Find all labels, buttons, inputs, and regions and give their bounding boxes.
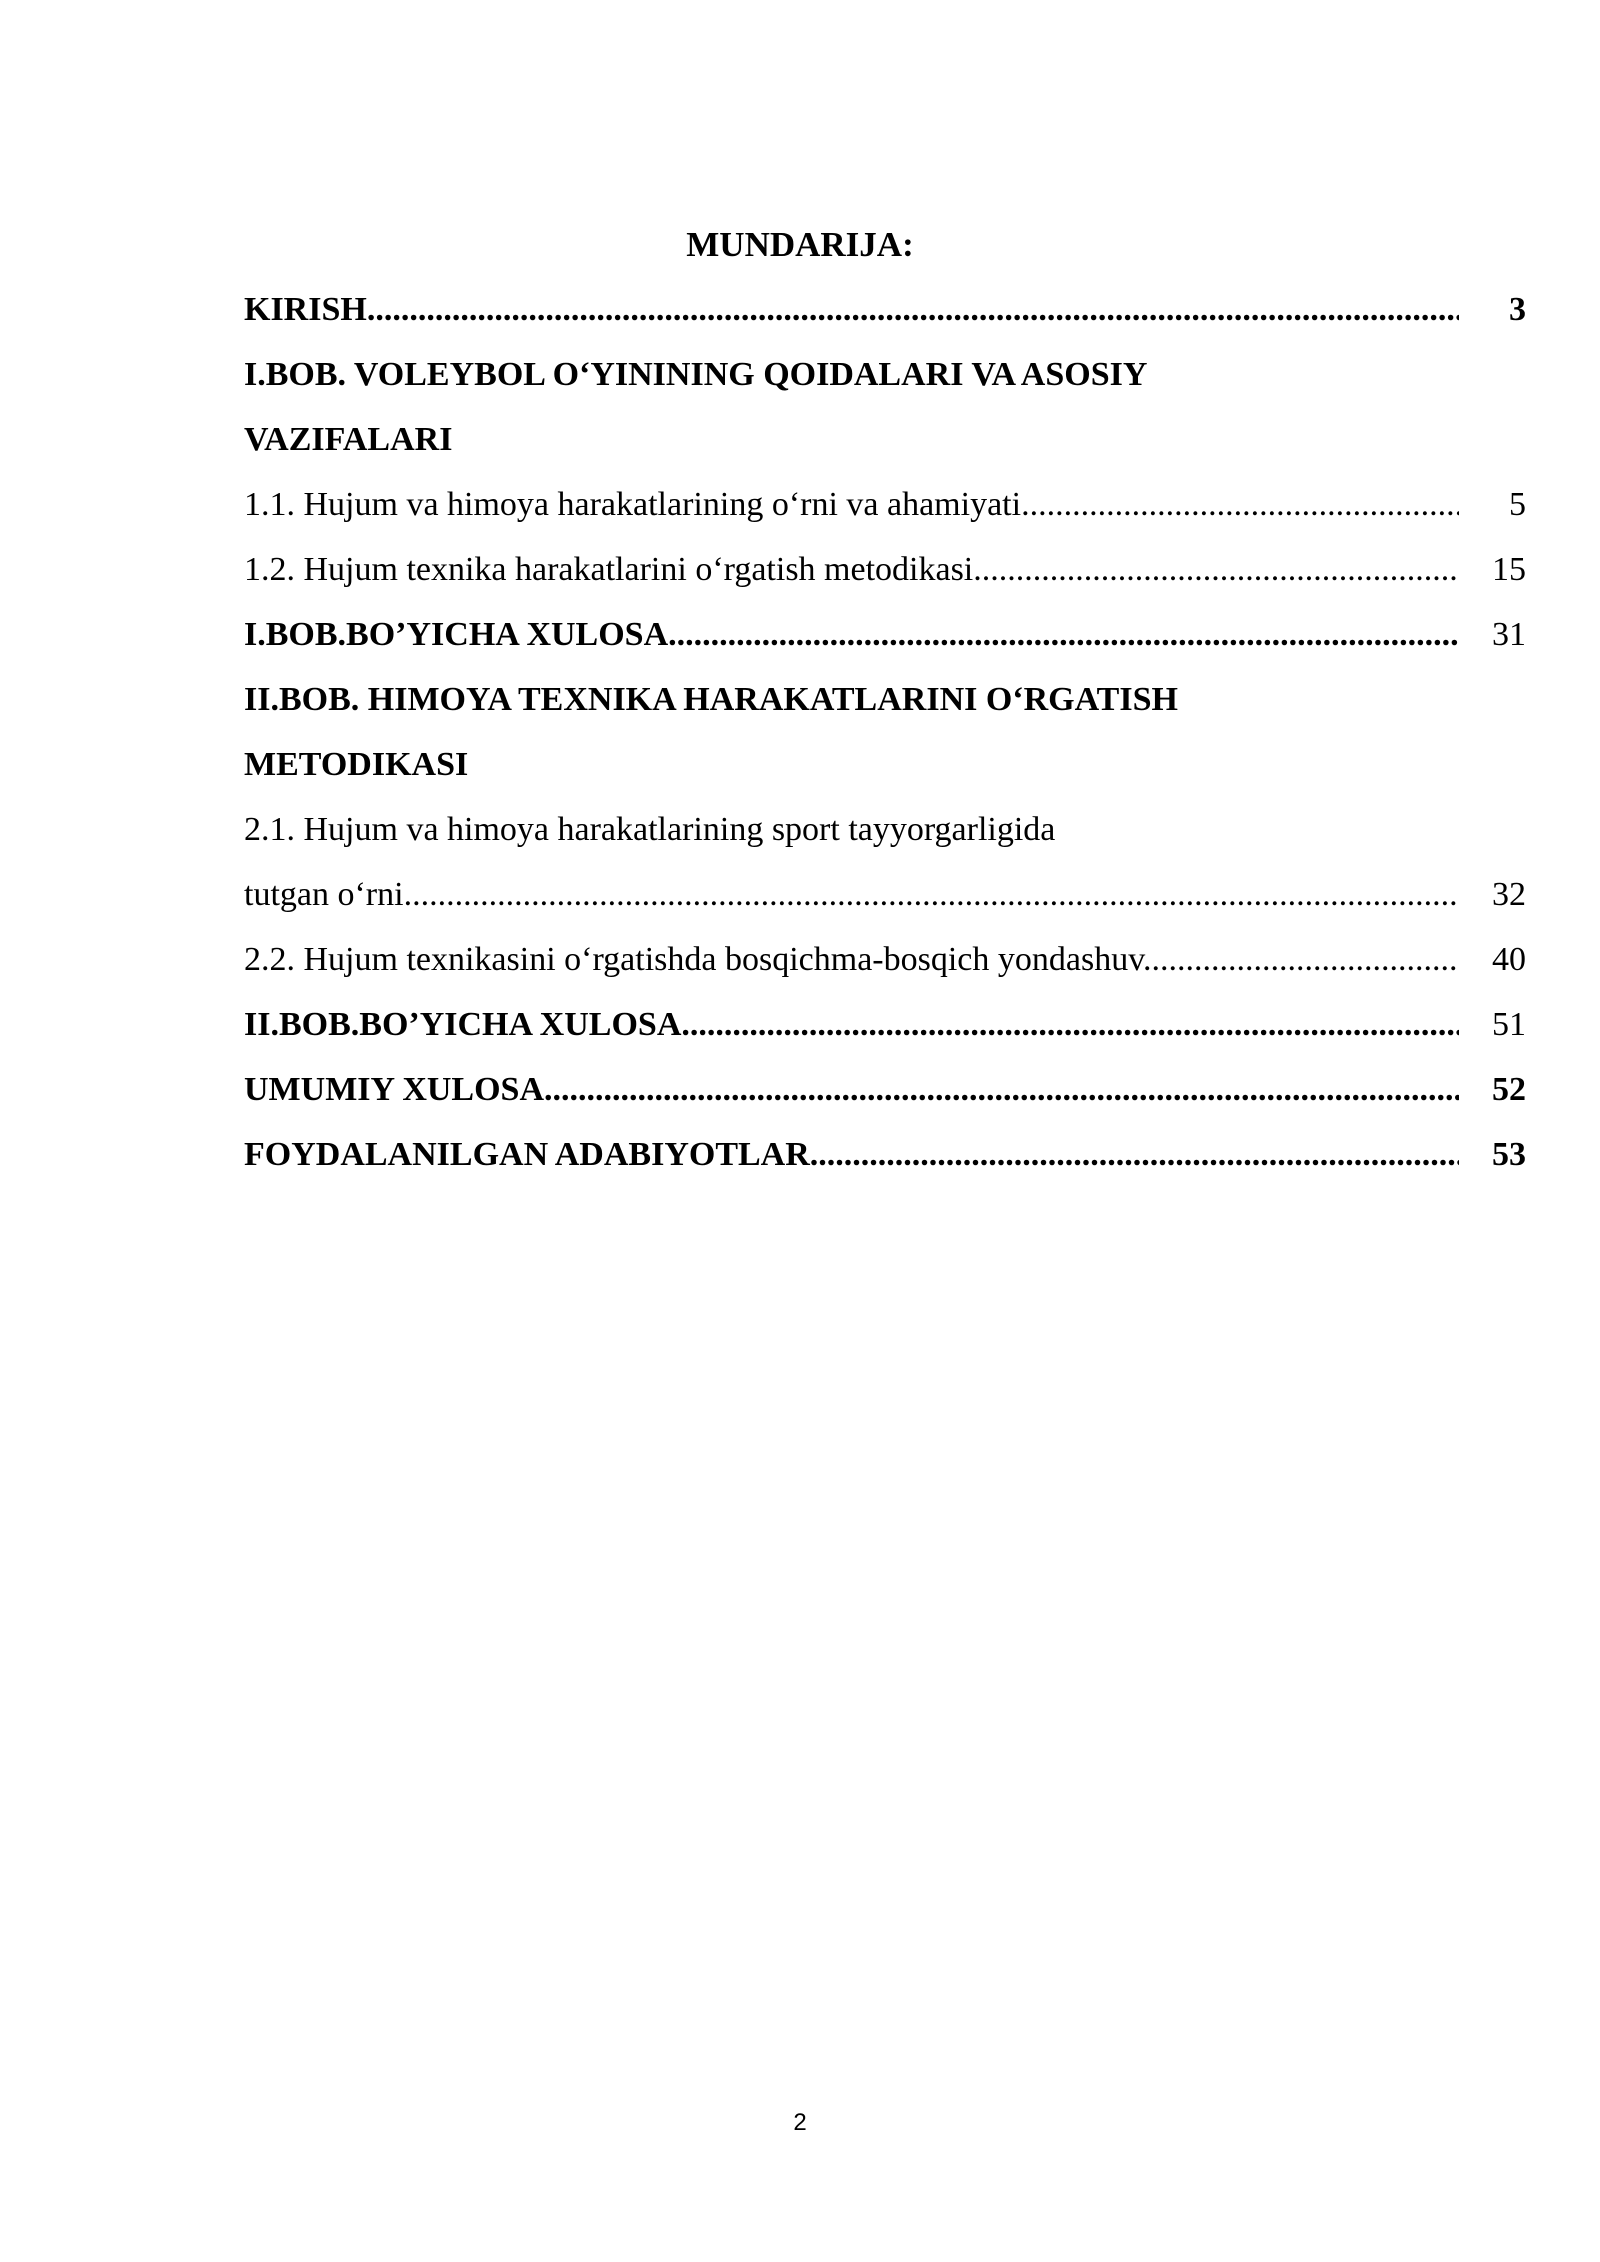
toc-entry-title: I.BOB.BO’YICHA XULOSA ..... xyxy=(244,608,1459,662)
toc-entry-chapter-1-conclusion[interactable] xyxy=(244,608,1526,673)
toc-entry-page: 15 xyxy=(1492,551,1526,588)
toc-entry-title: I.BOB. VOLEYBOL O‘YINI​NING QOIDALARI VA ASOSIY xyxy=(244,356,1148,393)
toc-entry-title: tutgan o‘rni ..... xyxy=(244,868,1459,922)
toc-entry-page: 51 xyxy=(1492,1006,1526,1043)
toc-entry-kirish[interactable] xyxy=(244,283,1526,348)
toc-entry-title: UMUMIY XULOSA ..... xyxy=(244,1063,1459,1117)
toc-entry-title: 1.2. Hujum texnika harakatlarini o‘rgatish metodikasi ..... xyxy=(244,543,1459,597)
toc-entry-title: FOYDALANILGAN ADABIYOTLAR ..... xyxy=(244,1128,1459,1182)
toc-entry-page: 5 xyxy=(1509,486,1526,523)
toc-heading: MUNDARIJA: xyxy=(686,225,914,264)
toc-entry-page: 53 xyxy=(1492,1136,1526,1173)
toc-entry-general-conclusion[interactable] xyxy=(244,1063,1526,1128)
toc-entry-title: METODIKASI xyxy=(244,746,469,783)
toc-entry-title: 2.2. Hujum texnikasini o‘rgatishda bosqichma-bosqich yondashuv ..... xyxy=(244,933,1459,987)
toc-chapter-1-title-cont[interactable] xyxy=(244,413,1526,478)
toc-chapter-1-title[interactable] xyxy=(244,348,1526,413)
toc-entry-page: 52 xyxy=(1492,1071,1526,1108)
page-number: 2 xyxy=(793,2109,807,2136)
toc-entry-title: II.BOB.BO’YICHA XULOSA ..... xyxy=(244,998,1459,1052)
table-of-contents xyxy=(244,283,1526,1193)
toc-chapter-2-title[interactable] xyxy=(244,673,1526,738)
toc-chapter-2-title-cont[interactable] xyxy=(244,738,1526,803)
toc-entry-title: KIRISH ..... xyxy=(244,283,1459,337)
toc-entry-1-2[interactable] xyxy=(244,543,1526,608)
toc-entry-chapter-2-conclusion[interactable] xyxy=(244,998,1526,1063)
toc-entry-title: 2.1. Hujum va himoya harakatlarining sport tayyorgarligida xyxy=(244,811,1056,848)
toc-entry-page: 40 xyxy=(1492,941,1526,978)
toc-entry-2-2[interactable] xyxy=(244,933,1526,998)
toc-entry-1-1[interactable] xyxy=(244,478,1526,543)
toc-entry-references[interactable] xyxy=(244,1128,1526,1193)
toc-entry-page: 31 xyxy=(1492,616,1526,653)
toc-entry-2-1-cont[interactable] xyxy=(244,868,1526,933)
toc-entry-page: 3 xyxy=(1509,291,1526,328)
toc-entry-page: 32 xyxy=(1492,876,1526,913)
toc-entry-title: II.BOB. HIMOYA TEXNIKA HARAKATLARINI O‘RGATISH xyxy=(244,681,1178,718)
toc-entry-title: VAZIFALARI xyxy=(244,421,453,458)
toc-entry-title: 1.1. Hujum va himoya harakatlarining o‘rni va ahamiyati ..... xyxy=(244,478,1459,532)
toc-entry-2-1[interactable] xyxy=(244,803,1526,868)
